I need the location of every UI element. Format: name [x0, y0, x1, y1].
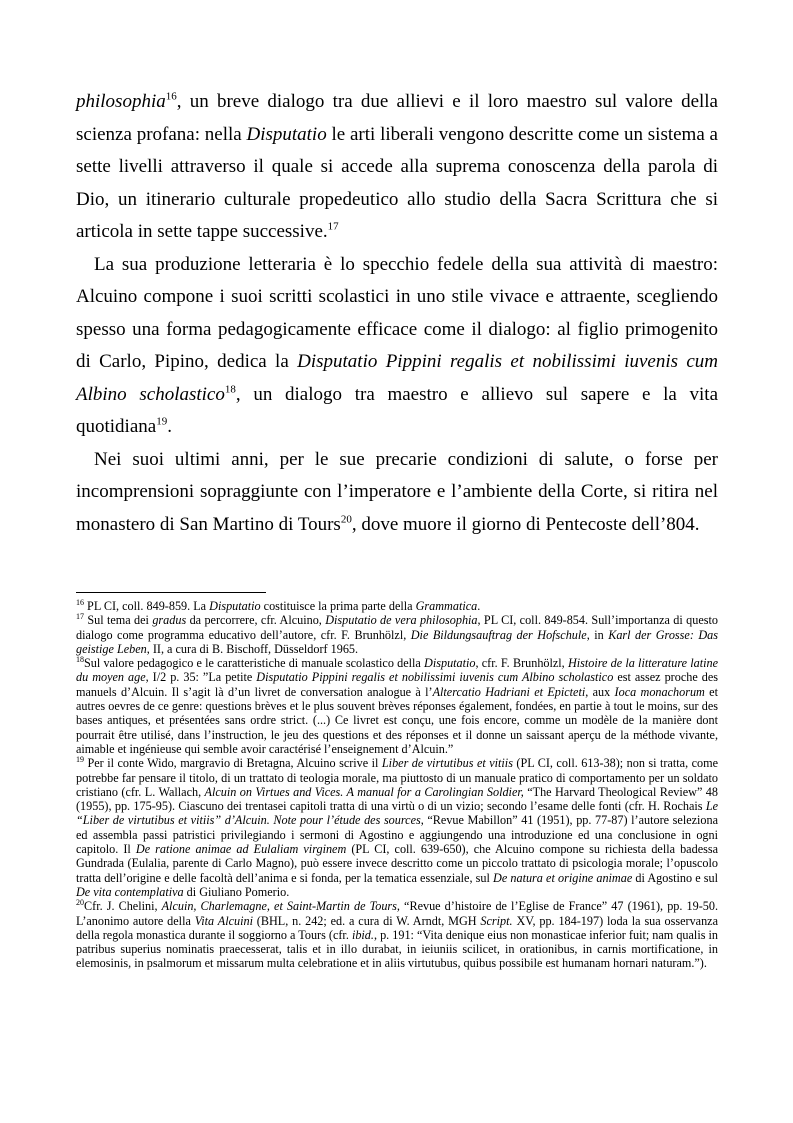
- footnote-16: [76, 599, 718, 613]
- italic-title: Disputatio: [209, 599, 261, 613]
- footnote-text: Sul valore pedagogico e le caratteristiche di manuale scolastico della: [84, 656, 425, 671]
- footnote-text: (PL CI, coll. 613-38); non si tratta, come potrebbe far pensare il titolo, di un trattato di teologia morale, ma piuttosto di un manuale pratico di comportamento per un soldato cristiano (cfr. L. Wallach,: [76, 756, 718, 799]
- paragraph-text: La sua produzione letteraria è lo specchio fedele della sua attività di maestro: Alcuino compone i suoi scritti scolastici in uno stile vivace e attraente, scegliendo spesso una forma pedagogicamente efficace come il dialogo: al figlio primogenito di Carlo, Pipino, dedica la: [76, 253, 718, 372]
- footnote-17: [76, 613, 718, 656]
- footnote-text: da percorrere, cfr. Alcuino,: [186, 613, 326, 628]
- paragraph-text: le arti liberali vengono descritte come un sistema a sette livelli attraverso il quale si accede alla suprema conoscenza della parola di Dio, un itinerario culturale propedeutico allo studio della Sacra Scrittura che si articola in sette tappe successive.: [76, 123, 718, 242]
- footnote-text: (BHL, n. 242; ed. a cura di W. Arndt, MGH: [252, 913, 481, 928]
- footnote-text: di Giuliano Pomerio.: [183, 884, 290, 899]
- footnote-text: .: [477, 599, 481, 613]
- footnote-text: PL CI, coll. 849-859. La: [84, 599, 210, 613]
- footnote-text: , p. 191: “Vita denique eius non monasticae inferior fuit; nam qualis in patribus superius nominatis praecesserat, talis et in illo durabat, in ieiuniis scilicet, in orationibus, in carnis mortificatione, in elemosinis, in psalmorum et missarum multa celebratione et in aliis virtutubus, quibus possibile est humanam hornari naturam.”).: [76, 927, 718, 971]
- footnote-text: “Revue d’histoire de l’Eglise de France” 47 (1961), pp. 19-50. L’anonimo autore della: [76, 899, 718, 928]
- italic-title: Le “Liber de virtutibus et vitiis” d’Alcuin. Note pour l’étude des sources: [76, 799, 718, 828]
- footnote-text: , PL CI, coll. 849-854. Sull’importanza di questo dialogo come programma educativo dell’autore, cfr. F. Brunhölzl,: [76, 613, 718, 642]
- footnote-text: “The Harvard Theological Review” 48 (1955), pp. 175-95). Ciascuno dei trentasei capitoli tratta di una virtù o di un vizio; secondo l’esame delle fonti (cfr. H. Rochais: [76, 784, 718, 814]
- paragraph-text: , dove muore il giorno di Pentecoste dell’804.: [351, 513, 700, 535]
- footnote-number: 19: [76, 755, 84, 765]
- footnote-text: Cfr. J. Chelini,: [84, 899, 162, 914]
- footnote-ref-20[interactable]: 20: [340, 513, 352, 526]
- footnote-text: , I/2 p. 35: ”La petite: [145, 670, 257, 685]
- italic-title: gradus: [152, 613, 187, 628]
- footnote-text: XV, pp. 184-197) loda la sua osservanza della regola monastica durante il soggiorno a Tours (cfr.: [76, 913, 718, 942]
- italic-title: Disputatio Pippini regalis et nobilissimi iuvenis cum Albino scholastico: [256, 670, 614, 685]
- paragraph-2: [76, 249, 718, 444]
- footnote-text: , cfr. F. Brunhölzl,: [475, 656, 568, 671]
- italic-title: Disputatio Pippini regalis et nobilissimi iuvenis cum Albino scholastico: [76, 351, 719, 405]
- italic-title: philosophia: [76, 91, 166, 112]
- footnote-text: , aux: [585, 684, 615, 699]
- italic-title: Karl der Grosse: Das geistige Leben: [76, 627, 719, 656]
- paragraph-text: , un dialogo tra maestro e allievo sul sapere e la vita quotidiana: [76, 383, 718, 437]
- paragraph-1: [76, 86, 718, 249]
- footnote-text: (PL CI, coll. 639-650), che Alcuino compone su richiesta della badessa Gundrada (Eulalia, parente di Carlo Magno), può essere invece descritto come un piccolo trattato di psicologia morale; l’opuscolo tratta dell’origine e delle facoltà dell’anima e si fonda, per la tematica essenziale, sul: [76, 842, 718, 885]
- italic-title: Vita Alcuini: [194, 913, 253, 928]
- footnote-text: est assez proche des manuels d’Alcuin. Il s’agit là d’un livret de conversation analogue à l’: [76, 670, 718, 699]
- footnotes: [76, 599, 718, 971]
- footnote-18: [76, 656, 718, 756]
- paragraph-text: Nei suoi ultimi anni, per le sue precarie condizioni di salute, o forse per incomprensioni sopraggiunte con l’imperatore e l’ambiente della Corte, si ritira nel monastero di San Martino di Tours: [76, 448, 718, 535]
- italic-title: ibid.: [351, 927, 374, 942]
- paragraph-text: .: [167, 416, 172, 437]
- italic-title: Alcuin on Virtues and Vices. A manual for a Carolingian Soldier,: [204, 784, 524, 799]
- italic-title: Grammatica: [415, 599, 478, 613]
- footnote-ref-17[interactable]: 17: [327, 220, 339, 233]
- footnote-ref-19[interactable]: 19: [156, 415, 168, 428]
- italic-title: Disputatio: [424, 656, 476, 671]
- footnote-number: 17: [76, 612, 84, 622]
- footnote-text: Sul tema dei: [84, 613, 153, 628]
- italic-title: De ratione animae ad Eulaliam virginem: [135, 842, 347, 857]
- footnote-text: costituisce la prima parte della: [260, 599, 416, 613]
- italic-title: Disputatio: [246, 123, 327, 145]
- italic-title: Liber de virtutibus et vitiis: [381, 756, 513, 771]
- footnote-text: , II, a cura di B. Bischoff, Düsseldorf 1965.: [146, 641, 359, 656]
- italic-title: De natura et origine animae: [493, 870, 633, 885]
- footnote-ref-18[interactable]: 18: [224, 383, 236, 396]
- italic-title: Ioca monachorum: [614, 684, 705, 699]
- footnote-number: 20: [76, 898, 84, 908]
- main-text: [76, 86, 718, 541]
- footnote-ref-16[interactable]: 16: [165, 90, 177, 103]
- footnote-text: , in: [586, 627, 609, 642]
- footnote-number: 16: [76, 597, 84, 607]
- italic-title: Die Bildungsauftrag der Hofschule: [410, 627, 587, 642]
- italic-title: De vita contemplativa: [76, 884, 184, 899]
- footnote-text: di Agostino e sul: [632, 870, 718, 885]
- footnote-number: 18: [76, 655, 84, 665]
- italic-title: Histoire de la litterature latine du moyen age: [76, 656, 718, 685]
- footnote-20: [76, 899, 718, 970]
- italic-title: Altercatio Hadriani et Epicteti: [432, 684, 586, 699]
- footnote-text: et autres oevres de ce genre: questions brèves et le plus souvent brèves réponses également, fondées, en partie à tout le moins, sur des bases antiques, et présentées sans ordre strict. (...) Ce livret est conçu, une fois encore, comme un modèle de la manière dont pourrait être utilisé, dans l’instruction, le jeu des questions et des réponses et il donne un saissant aperçu de la méthode vivante, aimable et ingénieuse qui semble avoir caractérisé l’enseignement d’Alcuin.”: [76, 684, 718, 756]
- italic-title: Alcuin, Charlemagne, et Saint-Martin de Tours,: [161, 899, 400, 914]
- footnote-separator: [76, 592, 266, 593]
- footnote-text: Per il conte Wido, margravio di Bretagna, Alcuino scrive il: [84, 756, 382, 771]
- footnote-text: , “Revue Mabillon” 41 (1951), pp. 77-87) l’autore seleziona ed assembla passi patristici privilegiando i sermoni di Agostino e aggiungendo una introduzione ed una conclusione in ogni capitolo. Il: [76, 813, 719, 857]
- footnote-19: [76, 756, 718, 899]
- paragraph-text: , un breve dialogo tra due allievi e il loro maestro sul valore della scienza profana: nella: [76, 91, 718, 145]
- italic-title: Script.: [480, 913, 513, 928]
- paragraph-3: [76, 444, 718, 542]
- italic-title: Disputatio de vera philosophia: [325, 613, 478, 628]
